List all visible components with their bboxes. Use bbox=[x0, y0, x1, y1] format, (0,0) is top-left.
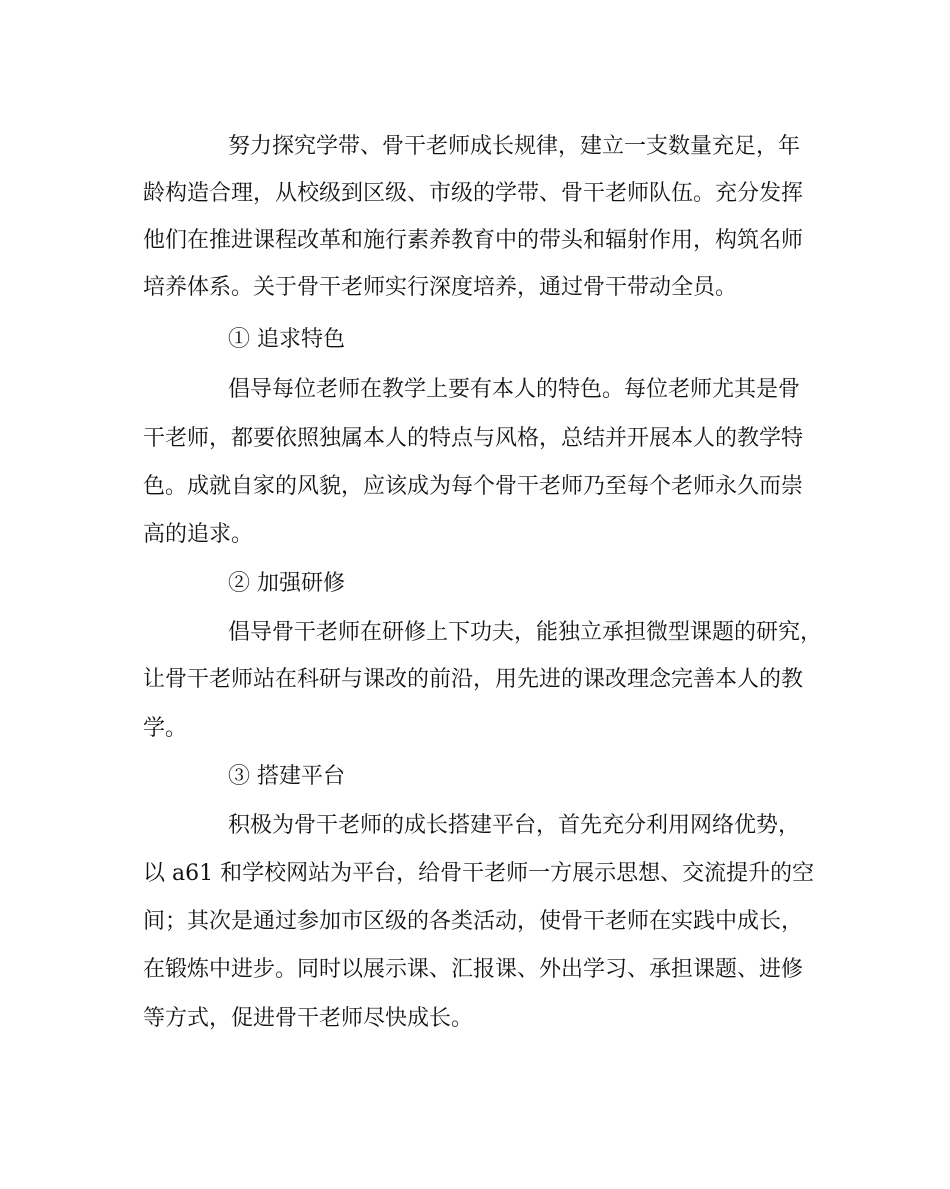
paragraph-line: 学。 bbox=[143, 716, 188, 741]
paragraph-line: 他们在推进课程改革和施行素养教育中的带头和辐射作用，构筑名师 bbox=[143, 228, 804, 253]
paragraph-line: 倡导骨干老师在研修上下功夫，能独立承担微型课题的研究， bbox=[228, 620, 823, 645]
paragraph-line: 积极为骨干老师的成长搭建平台，首先充分利用网络优势， bbox=[228, 813, 801, 838]
paragraph-line: 让骨干老师站在科研与课改的前沿，用先进的课改理念完善本人的教 bbox=[143, 667, 804, 692]
paragraph-line: 龄构造合理，从校级到区级、市级的学带、骨干老师队伍。充分发挥 bbox=[143, 181, 804, 206]
section-heading: ③ 搭建平台 bbox=[228, 764, 345, 789]
paragraph-line: 在锻炼中进步。同时以展示课、汇报课、外出学习、承担课题、进修 bbox=[143, 957, 804, 982]
paragraph-line: 色。成就自家的风貌，应该成为每个骨干老师乃至每个老师永久而崇 bbox=[143, 474, 804, 499]
paragraph-line: 倡导每位老师在教学上要有本人的特色。每位老师尤其是骨 bbox=[228, 377, 801, 402]
paragraph-line: 等方式，促进骨干老师尽快成长。 bbox=[143, 1006, 474, 1031]
paragraph-line: 以 a61 和学校网站为平台，给骨干老师一方展示思想、交流提升的空 bbox=[143, 861, 815, 886]
paragraph-line: 努力探究学带、骨干老师成长规律，建立一支数量充足，年 bbox=[228, 134, 801, 159]
paragraph-line: 干老师，都要依照独属本人的特点与风格，总结并开展本人的教学特 bbox=[143, 426, 804, 451]
section-heading: ② 加强研修 bbox=[228, 571, 345, 596]
section-heading: ① 追求特色 bbox=[228, 327, 345, 352]
paragraph-line: 高的追求。 bbox=[143, 522, 254, 547]
paragraph-line: 培养体系。关于骨干老师实行深度培养，通过骨干带动全员。 bbox=[143, 275, 738, 300]
paragraph-line: 间；其次是通过参加市区级的各类活动，使骨干老师在实践中成长， bbox=[143, 909, 804, 934]
